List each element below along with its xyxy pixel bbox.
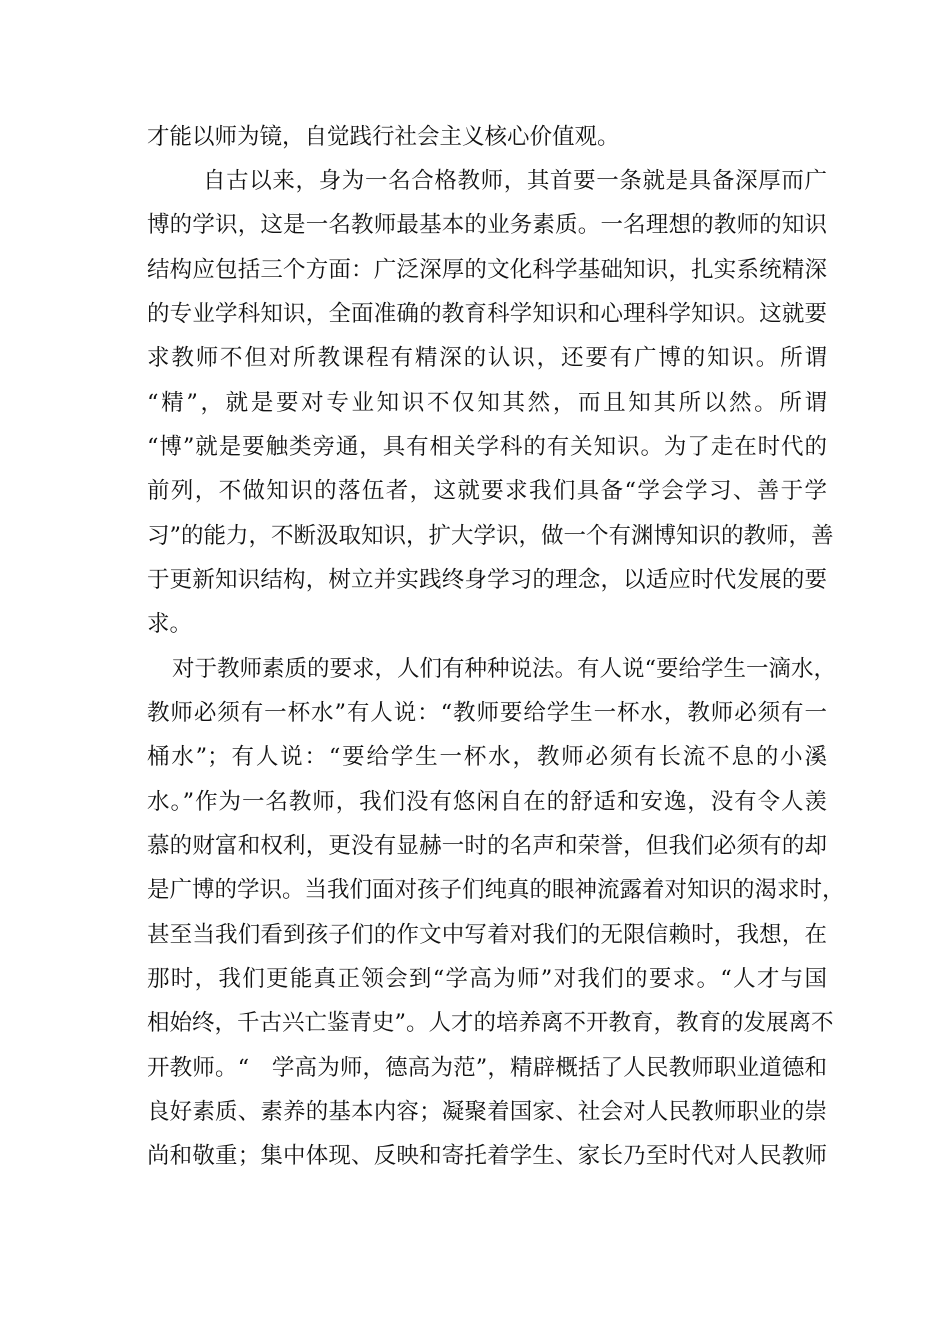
paragraph-first-line: 对于教师素质的要求，人们有种种说法。有人说“要给学生一滴水， — [172, 656, 837, 682]
text-line: 水。”作为一名教师，我们没有悠闲自在的舒适和安逸，没有令人羡 — [147, 789, 827, 815]
text-line: 习”的能力，不断汲取知识，扩大学识，做一个有渊博知识的教师，善 — [147, 523, 834, 549]
text-line: 博的学识，这是一名教师最基本的业务素质。一名理想的教师的知识 — [147, 212, 827, 238]
text-line: “博”就是要触类旁通，具有相关学科的有关知识。为了走在时代的 — [147, 434, 827, 460]
text-line: 结构应包括三个方面：广泛深厚的文化科学基础知识，扎实系统精深 — [147, 257, 827, 283]
text-line: 良好素质、素养的基本内容；凝聚着国家、社会对人民教师职业的崇 — [147, 1099, 827, 1125]
paragraph-first-line: 自古以来，身为一名合格教师，其首要一条就是具备深厚而广 — [203, 168, 827, 194]
text-line: 求教师不但对所教课程有精深的认识，还要有广博的知识。所谓 — [147, 345, 827, 371]
text-line: 相始终，千古兴亡鉴青史”。人才的培养离不开教育，教育的发展离不 — [147, 1010, 834, 1036]
paragraph-last-line: 求。 — [147, 611, 193, 637]
text-line: 于更新知识结构，树立并实践终身学习的理念，以适应时代发展的要 — [147, 567, 827, 593]
text-line: 桶水”；有人说：“要给学生一杯水，教师必须有长流不息的小溪 — [147, 744, 827, 770]
text-line: 那时，我们更能真正领会到“学高为师”对我们的要求。“人才与国 — [147, 966, 827, 992]
text-line: 开教师。“ 学高为师，德高为范”，精辟概括了人民教师职业道德和 — [147, 1055, 827, 1081]
text-line: 前列，不做知识的落伍者，这就要求我们具备“学会学习、善于学 — [147, 478, 827, 504]
text-line: 是广博的学识。当我们面对孩子们纯真的眼神流露着对知识的渴求时， — [147, 877, 845, 903]
text-line: “精”，就是要对专业知识不仅知其然，而且知其所以然。所谓 — [147, 390, 827, 416]
text-line: 的专业学科知识，全面准确的教育科学知识和心理科学知识。这就要 — [147, 301, 827, 327]
text-line: 慕的财富和权利，更没有显赫一时的名声和荣誉，但我们必须有的却 — [147, 833, 827, 859]
text-line: 尚和敬重；集中体现、反映和寄托着学生、家长乃至时代对人民教师 — [147, 1143, 827, 1169]
text-line: 教师必须有一杯水”有人说：“教师要给学生一杯水，教师必须有一 — [147, 700, 827, 726]
text-line: 甚至当我们看到孩子们的作文中写着对我们的无限信赖时，我想，在 — [147, 922, 827, 948]
text-line: 才能以师为镜，自觉践行社会主义核心价值观。 — [147, 124, 620, 150]
